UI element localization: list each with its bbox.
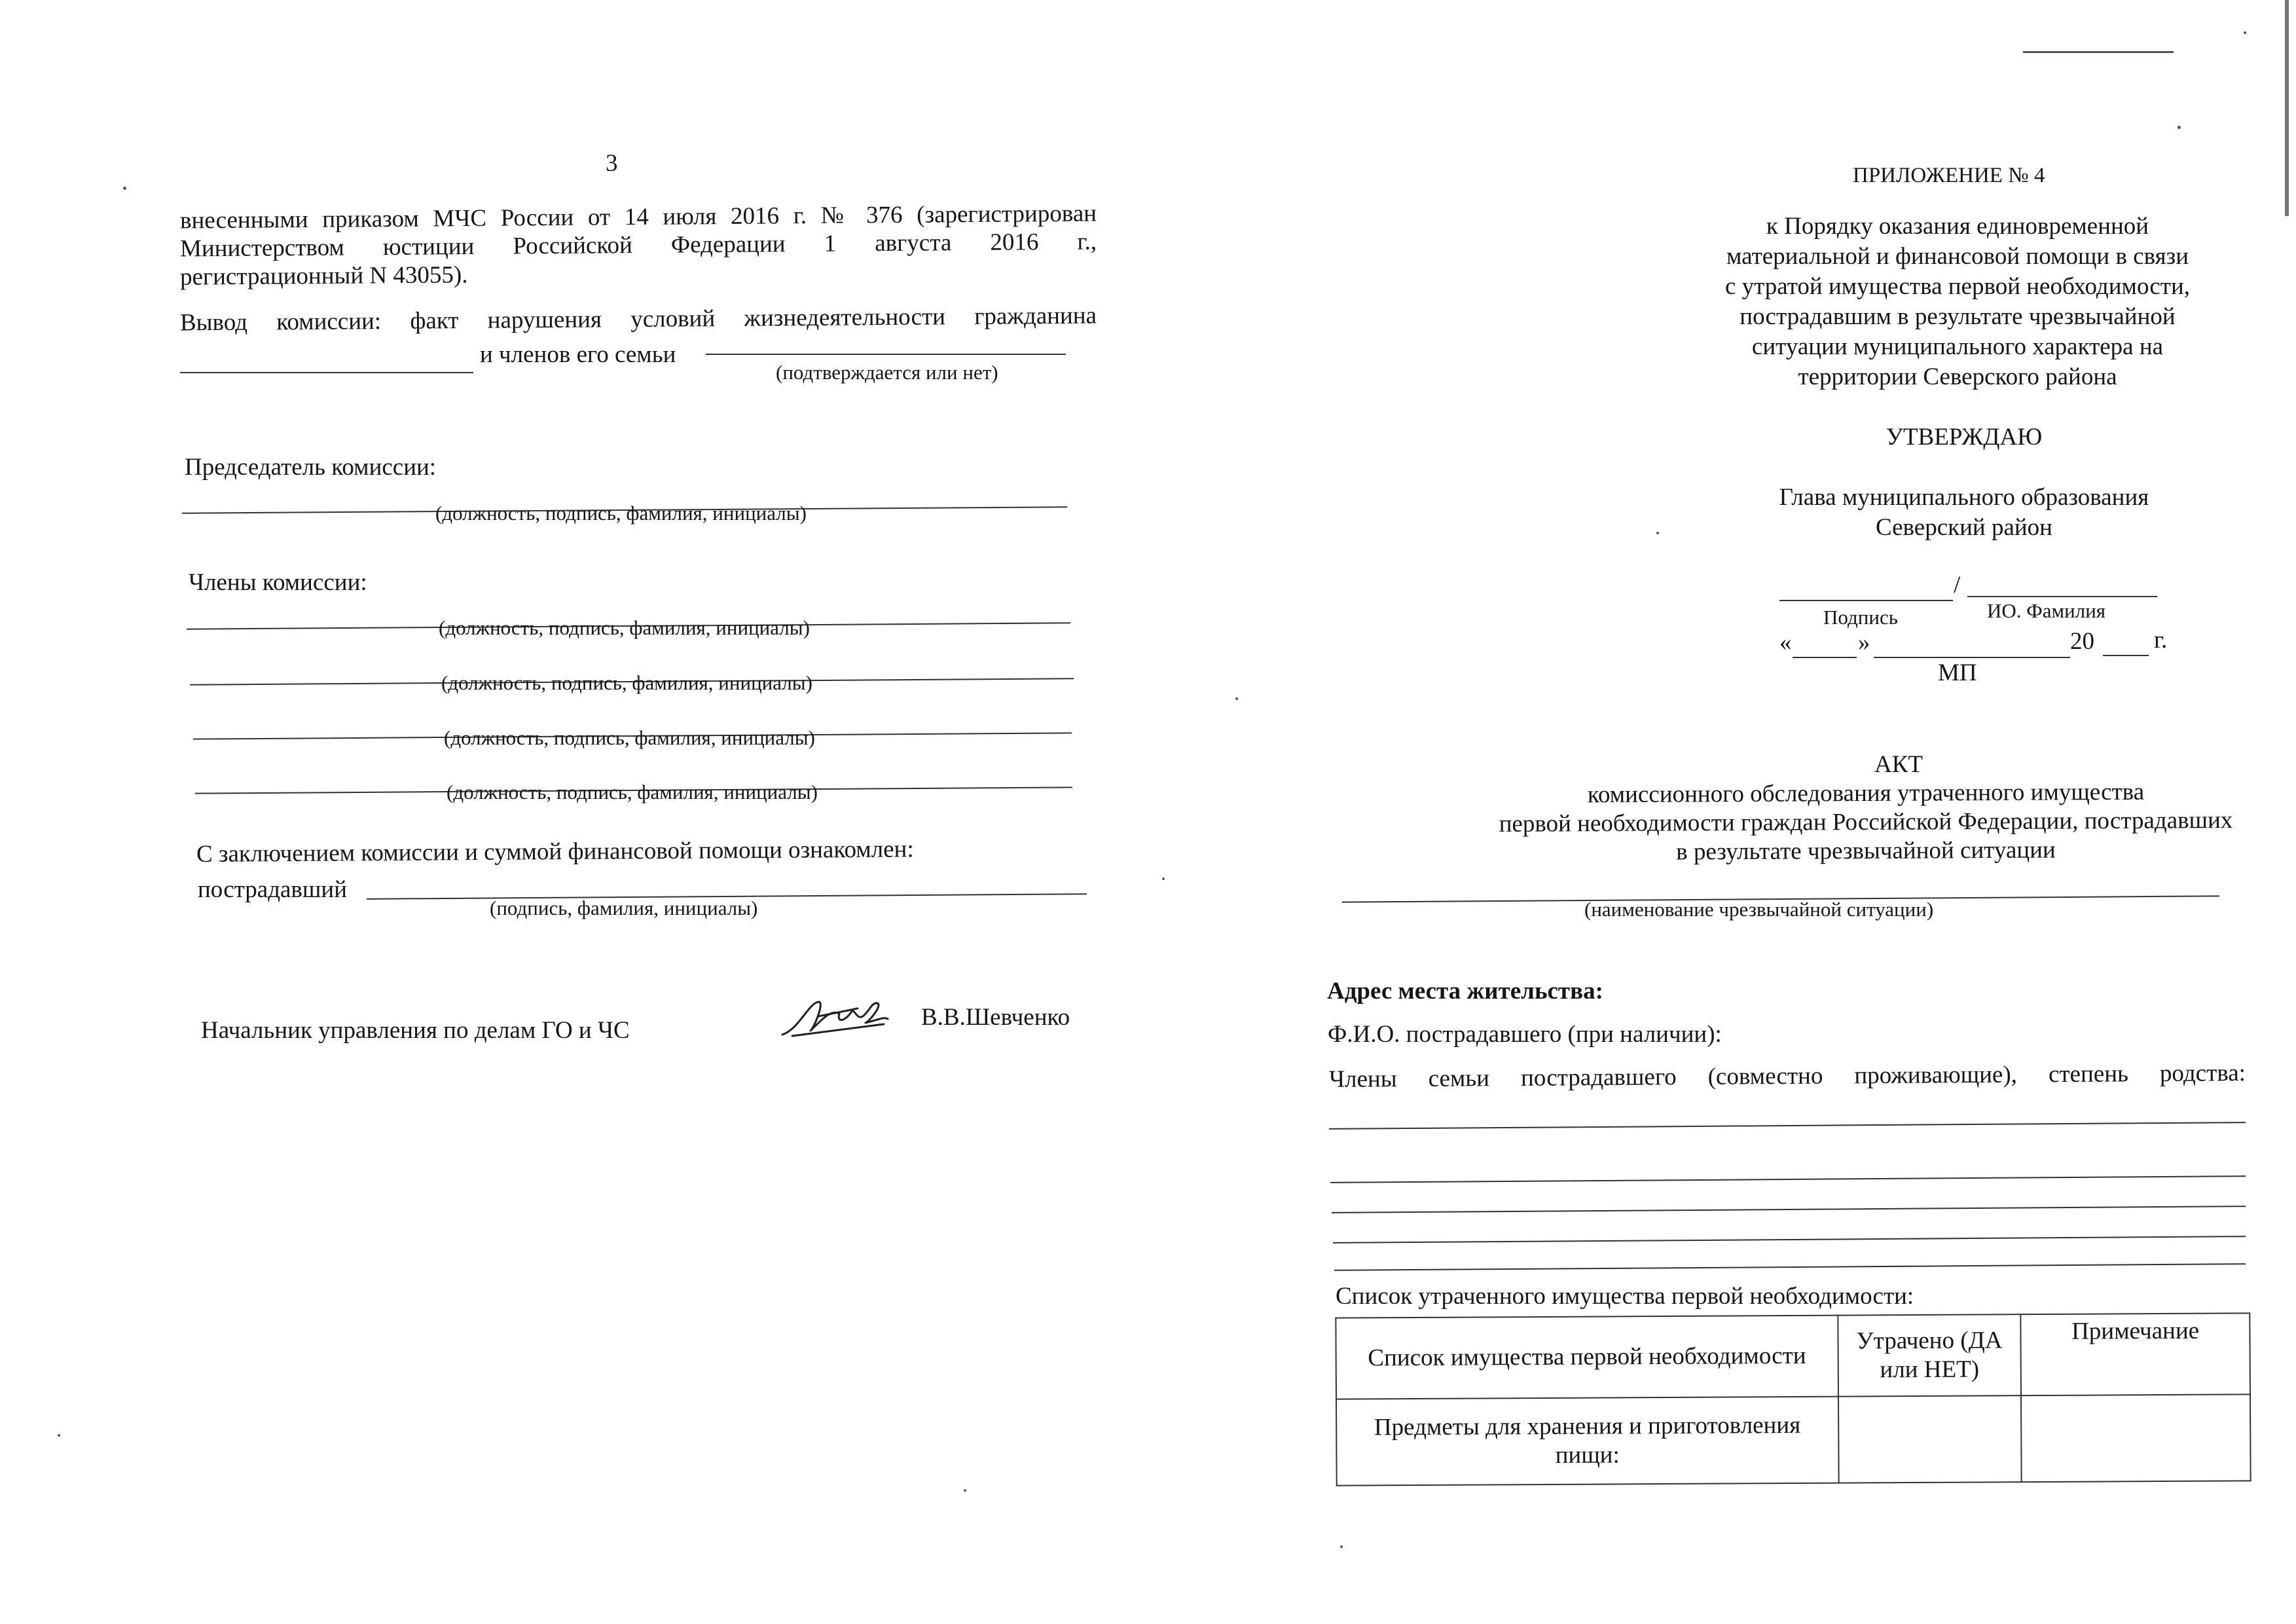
appendix-line-4: пострадавшим в результате чрезвычайной (1740, 303, 2176, 330)
conclusion-line: Вывод комиссии: факт нарушения условий жизнедеятельности гражданина (179, 302, 1097, 337)
date-month-line[interactable] (1874, 657, 2070, 658)
family-line-5[interactable] (1334, 1263, 2246, 1271)
family-confirm-line[interactable] (706, 354, 1066, 355)
members-label: Члены комиссии: (189, 569, 367, 596)
appendix-line-1: к Порядку оказания единовременной (1766, 213, 2149, 240)
handwritten-signature (779, 990, 890, 1043)
member-hint-3: (должность, подпись, фамилия, инициалы) (444, 726, 815, 749)
victim-hint: (подпись, фамилия, инициалы) (490, 896, 758, 919)
scan-mark (2023, 51, 2174, 53)
chairman-hint: (должность, подпись, фамилия, инициалы) (435, 502, 807, 525)
stamp-label: МП (1938, 659, 1977, 686)
date-close: » (1858, 629, 1870, 656)
table-row (1336, 1394, 2251, 1485)
victim-label: пострадавший (198, 876, 347, 903)
act-title: АКТ (1874, 751, 1923, 778)
sign-label: Подпись (1823, 606, 1898, 629)
head-title: Начальник управления по делам ГО и ЧС (201, 1017, 630, 1044)
table-cell: Предметы для хранения и приготовления пищи: (1336, 1397, 1838, 1486)
family-line-2[interactable] (1330, 1175, 2246, 1183)
act-line-1: комиссионного обследования утраченного имущества (1587, 778, 2145, 809)
citizen-name-line[interactable] (180, 372, 473, 373)
year-suffix: г. (2154, 627, 2168, 654)
act-line-2: первой необходимости граждан Российской Федерации, пострадавших (1499, 807, 2233, 838)
name-label: ИО. Фамилия (1987, 599, 2106, 622)
confirm-hint: (подтверждается или нет) (776, 361, 998, 384)
table-header: Утрачено (ДА или НЕТ) (1838, 1314, 2021, 1396)
emergency-hint: (наименование чрезвычайной ситуации) (1584, 898, 1934, 921)
member-hint-2: (должность, подпись, фамилия, инициалы) (441, 671, 812, 694)
intro-line-3: регистрационный N 43055). (179, 261, 468, 291)
chairman-label: Председатель комиссии: (185, 454, 437, 481)
appendix-title: ПРИЛОЖЕНИЕ № 4 (1853, 164, 2045, 187)
appendix-line-5: ситуации муниципального характера на (1751, 333, 2164, 360)
head-line-1: Глава муниципального образования (1779, 484, 2149, 511)
approve-heading: УТВЕРЖДАЮ (1886, 424, 2043, 451)
family-members-label: Члены семьи пострадавшего (совместно проживающие), степень родства: (1328, 1060, 2246, 1093)
date-day-line[interactable] (1793, 657, 1857, 658)
slash: / (1954, 572, 1961, 599)
approve-signature-line[interactable] (1779, 600, 1953, 601)
table-header: Примечание (2021, 1313, 2250, 1395)
table-header-row (1336, 1313, 2250, 1399)
appendix-line-2: материальной и финансовой помощи в связи (1726, 243, 2189, 270)
year-prefix: 20 (2070, 628, 2094, 655)
page-number: 3 (606, 150, 618, 177)
scan-speck (964, 1489, 966, 1492)
intro-line-1: внесенными приказом МЧС России от 14 июля 2016 г. № 376 (зарегистрирован (179, 200, 1097, 234)
scan-speck (58, 1434, 60, 1437)
scan-speck (1340, 1545, 1343, 1548)
table-header: Список имущества первой необходимости (1336, 1316, 1838, 1399)
acquainted-line: С заключением комиссии и суммой финансовой помощи ознакомлен: (196, 836, 914, 868)
approve-name-line[interactable] (1967, 596, 2157, 597)
act-line-3: в результате чрезвычайной ситуации (1676, 836, 2056, 866)
family-line-1[interactable] (1329, 1122, 2246, 1130)
scan-speck (123, 187, 126, 190)
date-open: « (1779, 629, 1792, 656)
scan-speck (1162, 877, 1165, 880)
lost-property-table (1335, 1312, 2251, 1486)
appendix-line-6: территории Северского района (1798, 363, 2117, 390)
family-line-3[interactable] (1332, 1206, 2246, 1213)
scan-speck (1656, 532, 1659, 534)
date-year-line[interactable] (2103, 655, 2149, 656)
table-cell[interactable] (2021, 1394, 2250, 1482)
scan-speck (1235, 697, 1238, 700)
scan-edge-shadow (2285, 0, 2289, 216)
appendix-line-3: с утратой имущества первой необходимости, (1724, 273, 2191, 300)
member-hint-4: (должность, подпись, фамилия, инициалы) (446, 781, 818, 803)
intro-line-2: Министерством юстиции Российской Федерации 1 августа 2016 г., (179, 228, 1097, 263)
lost-list-label: Список утраченного имущества первой необходимости: (1336, 1283, 1914, 1310)
head-name: В.В.Шевченко (921, 1004, 1070, 1031)
address-label: Адрес места жительства: (1327, 978, 1603, 1005)
family-text: и членов его семьи (480, 341, 676, 368)
scan-speck (2178, 126, 2181, 129)
scan-speck (2244, 31, 2246, 34)
head-line-2: Северский район (1875, 514, 2052, 541)
member-hint-1: (должность, подпись, фамилия, инициалы) (439, 616, 810, 639)
family-line-4[interactable] (1333, 1236, 2246, 1244)
fio-label: Ф.И.О. пострадавшего (при наличии): (1328, 1021, 1722, 1048)
table-cell[interactable] (1838, 1395, 2022, 1483)
